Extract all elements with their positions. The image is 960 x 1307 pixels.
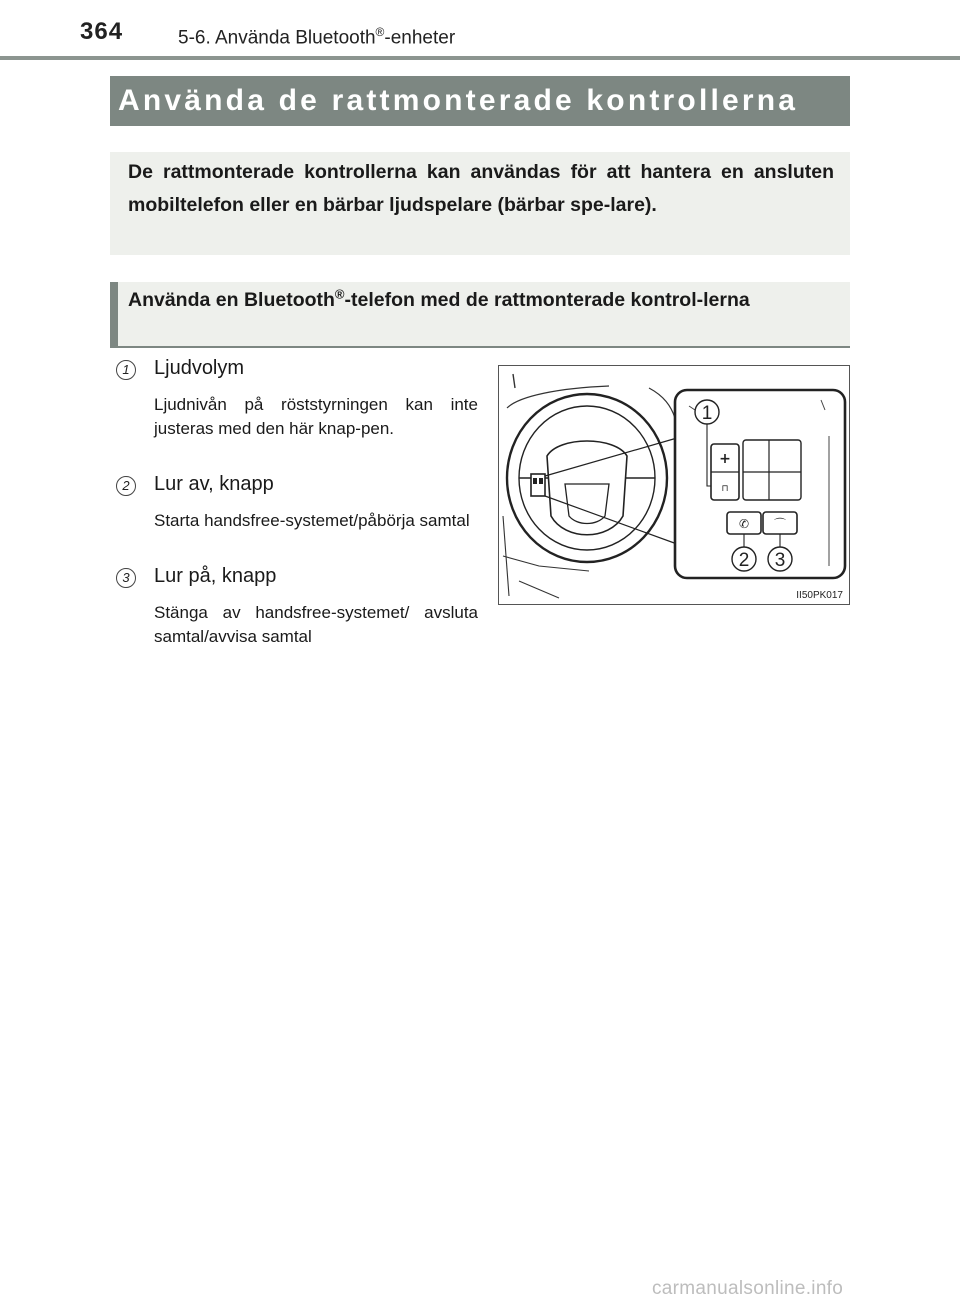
item-label: Lur av, knapp [154, 473, 274, 495]
phone-off-hook-icon: ✆ [738, 517, 750, 531]
item-label: Lur på, knapp [154, 565, 277, 587]
header-rule [0, 56, 960, 60]
intro-box: De rattmonterade kontrollerna kan användas för att hantera en ansluten mobiltelefon eller en bärbar ljudspelare (bärbar spe-lare). [110, 152, 850, 255]
chapter-suffix: -enheter [384, 27, 456, 49]
chapter-heading [178, 25, 455, 49]
figure-code: II50PK017 [796, 590, 843, 601]
chapter-prefix: 5-6. Använda Bluetooth [178, 27, 376, 49]
switch-button [539, 478, 543, 484]
section-title: Använda de rattmonterade kontrollerna [110, 76, 850, 126]
item-number: 3 [116, 568, 136, 588]
item-description: Starta handsfree-systemet/påbörja samtal [154, 511, 470, 530]
chapter-registered-mark: ® [375, 25, 385, 39]
steering-wheel-drawing [499, 366, 851, 606]
dash-line [513, 374, 515, 388]
item-number: 2 [116, 476, 136, 496]
item-description: Stänga av handsfree-systemet/ avsluta samtal/avvisa samtal [154, 603, 478, 646]
callout-label: 1 [701, 403, 713, 424]
item-description: Ljudnivån på röststyrningen kan inte justeras med den här knap-pen. [154, 395, 478, 438]
page-number: 364 [80, 18, 124, 45]
right-switch-panel [743, 440, 801, 500]
steering-wheel-illustration [498, 365, 850, 605]
dash-line [519, 581, 559, 598]
subsection-prefix: Använda en Bluetooth [128, 289, 335, 311]
dash-line [503, 556, 589, 571]
plus-symbol: + [719, 451, 731, 467]
subsection-heading [110, 282, 850, 348]
callout-label: 2 [738, 550, 750, 571]
dash-line [649, 388, 675, 418]
phone-on-hook-icon: ⌒ [773, 517, 787, 531]
watermark: carmanualsonline.info [652, 1278, 844, 1299]
item-label: Ljudvolym [154, 357, 245, 379]
callout-label: 3 [774, 550, 786, 571]
switch-button [533, 478, 537, 484]
subsection-suffix: -telefon med de rattmonterade kontrol-lerna [344, 289, 750, 311]
switch-cluster [531, 474, 545, 496]
airbag-cover [565, 484, 609, 524]
item-number: 1 [116, 360, 136, 380]
dash-line [507, 386, 609, 408]
subsection-registered-mark: ® [334, 286, 345, 302]
minus-symbol-mark: ⊓ [721, 484, 729, 494]
steering-wheel-hub [547, 441, 627, 535]
